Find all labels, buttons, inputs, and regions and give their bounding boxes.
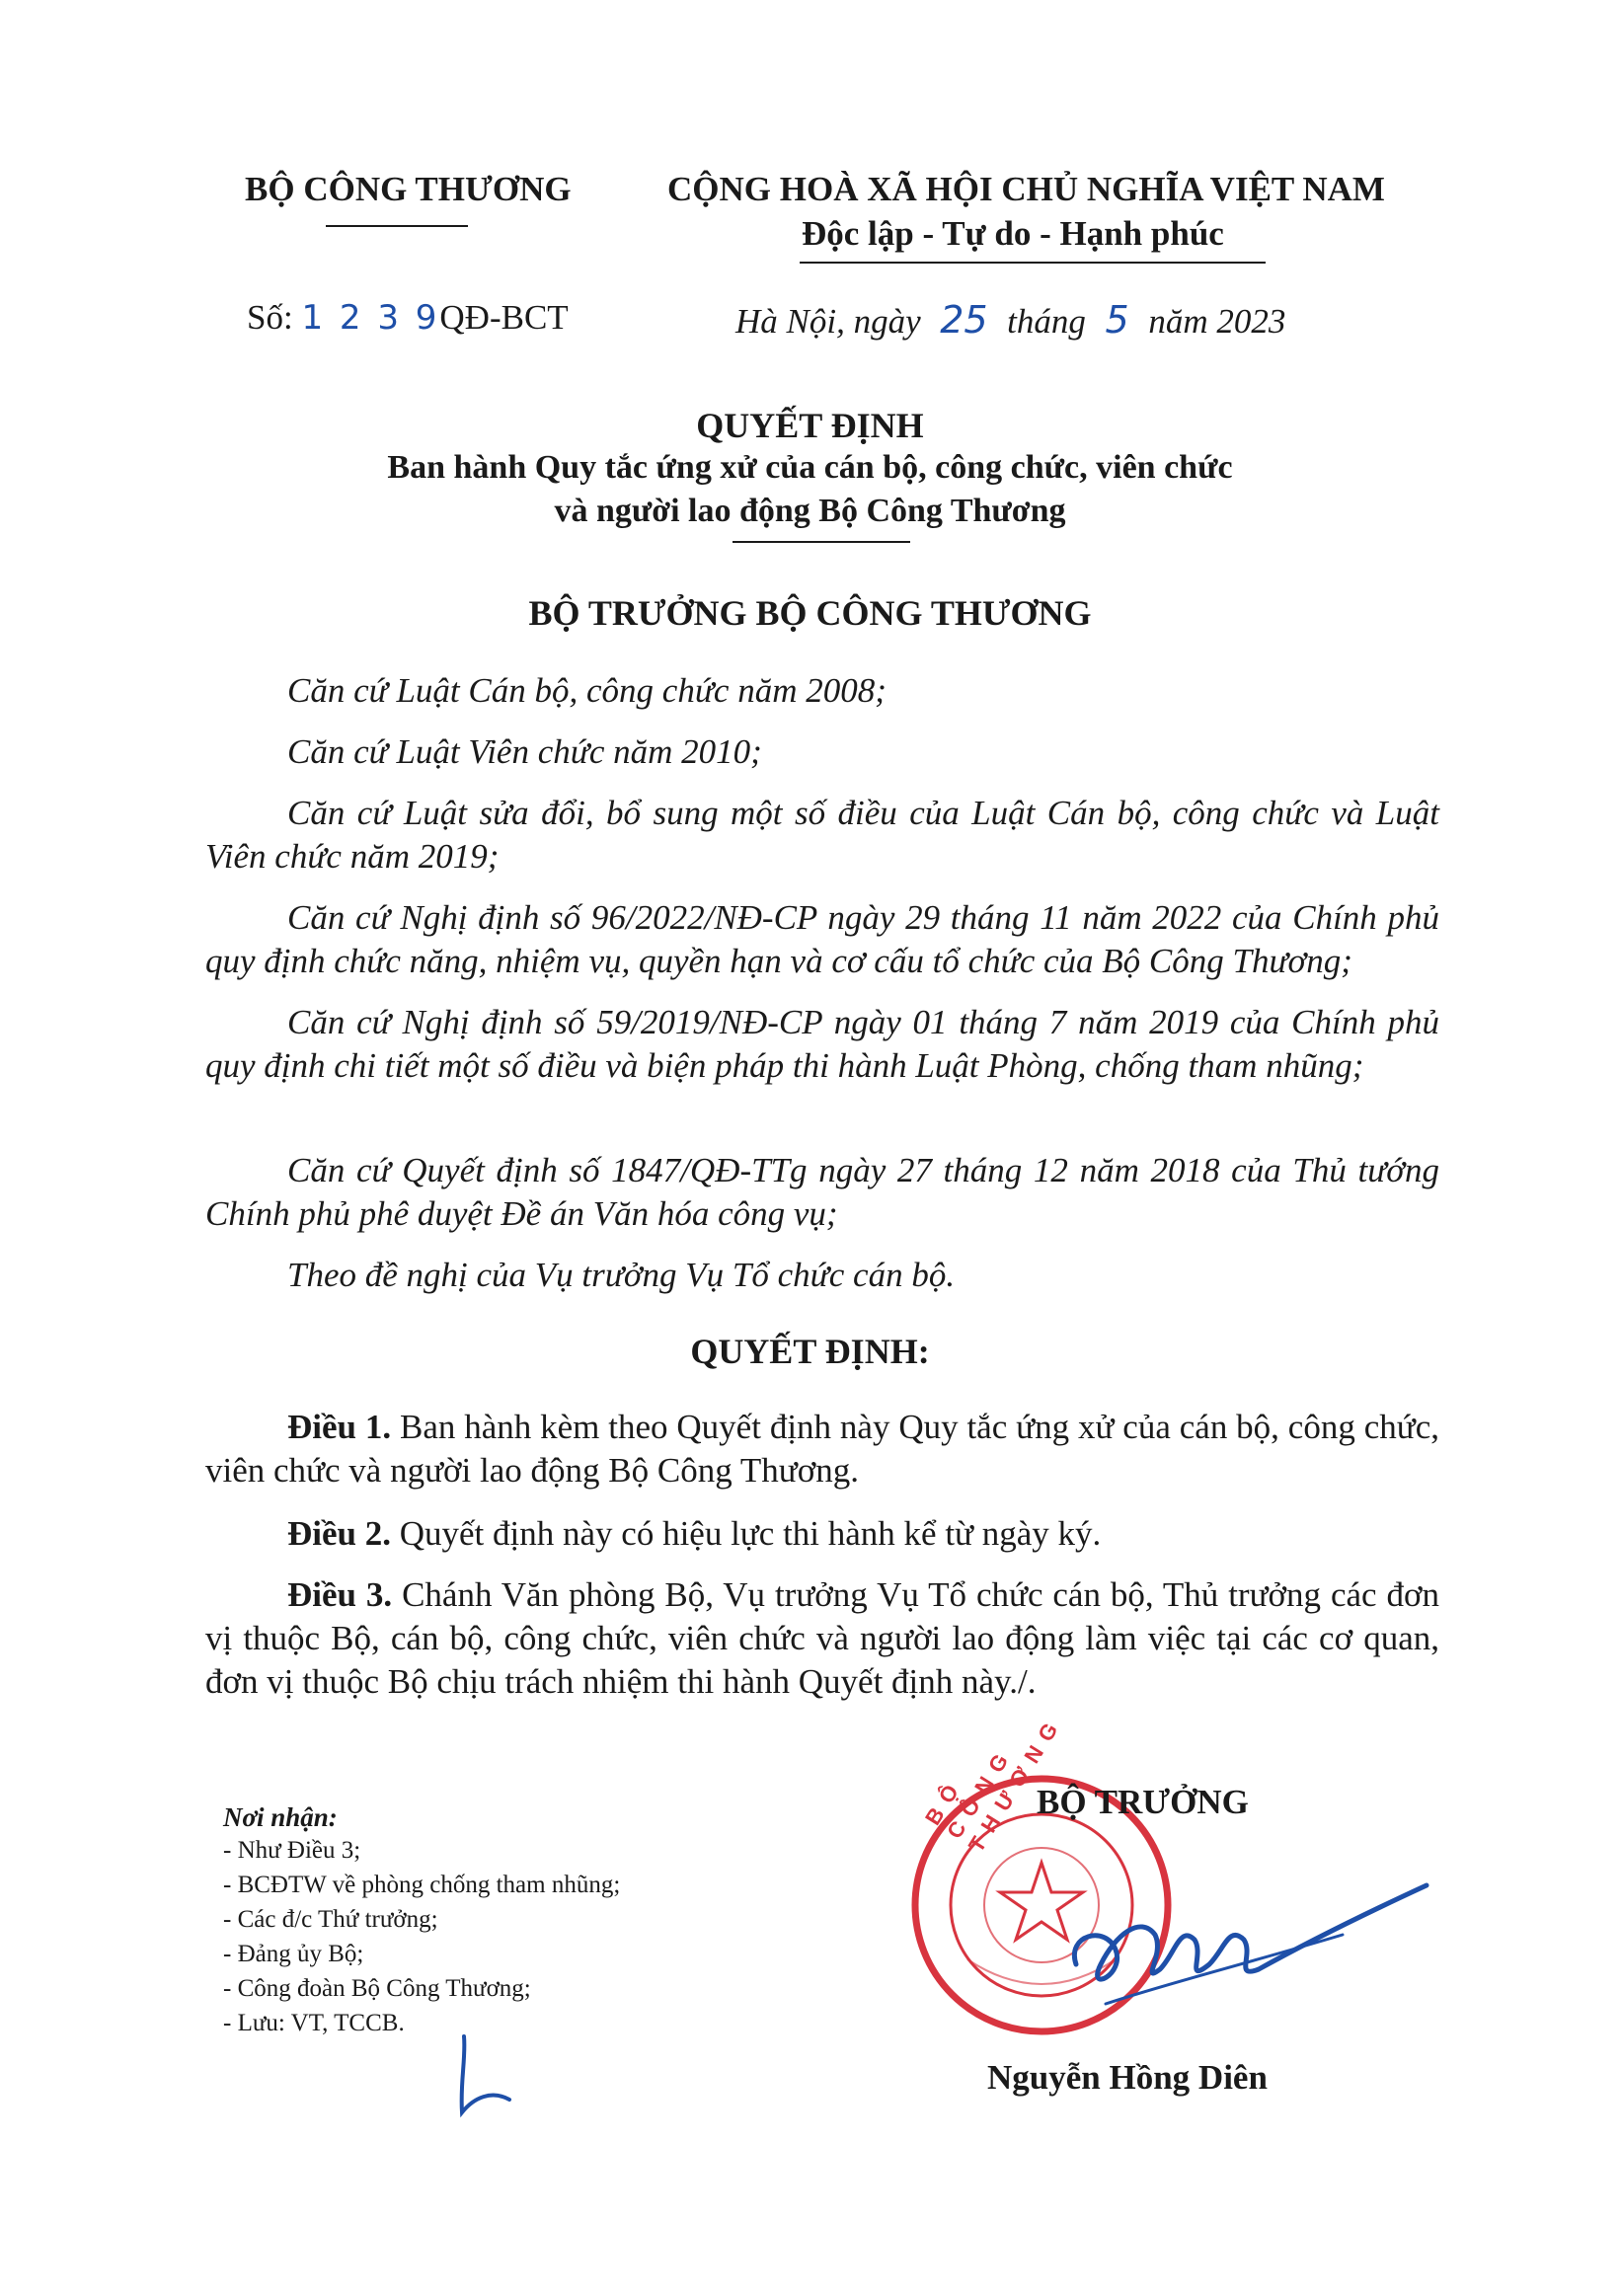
legal-basis-1: Căn cứ Luật Cán bộ, công chức năm 2008;	[287, 671, 887, 710]
handwritten-day: 25	[940, 298, 988, 342]
date-year: năm 2023	[1148, 302, 1286, 341]
article-2-text: Quyết định này có hiệu lực thi hành kể từ ngày ký.	[391, 1514, 1102, 1553]
handwritten-signature-icon	[1046, 1846, 1441, 2043]
ministry-underline	[326, 225, 468, 227]
recipient-item: - Như Điều 3;	[223, 1837, 361, 1864]
republic-name: CỘNG HOÀ XÃ HỘI CHỦ NGHĨA VIỆT NAM	[667, 170, 1385, 208]
article-1-label: Điều 1.	[287, 1408, 392, 1446]
article-2	[205, 1512, 1439, 1556]
signer-name: Nguyễn Hồng Diên	[987, 2058, 1268, 2097]
legal-basis-7: Theo đề nghị của Vụ trưởng Vụ Tổ chức cán bộ.	[287, 1256, 956, 1294]
article-2-label: Điều 2.	[287, 1514, 391, 1553]
article-3-label: Điều 3.	[287, 1575, 393, 1614]
document-subtitle-line1: Ban hành Quy tắc ứng xử của cán bộ, công chức, viên chức	[387, 449, 1233, 486]
legal-basis-4: Căn cứ Nghị định số 96/2022/NĐ-CP ngày 29 tháng 11 năm 2022 của Chính phủ quy định chức năng, nhiệm vụ, quyền hạn và cơ cấu tổ chức của Bộ Công Thương;	[205, 898, 1439, 980]
handwritten-month: 5	[1105, 298, 1129, 342]
date-month-label: tháng	[1007, 302, 1086, 341]
signer-position: BỘ TRƯỞNG	[1037, 1783, 1249, 1821]
motto-underline	[800, 262, 1266, 264]
recipients-title: Nơi nhận:	[223, 1802, 338, 1832]
number-prefix: Số:	[247, 298, 293, 337]
legal-basis-3: Căn cứ Luật sửa đổi, bổ sung một số điều của Luật Cán bộ, công chức và Luật Viên chức năm 2019;	[205, 794, 1439, 876]
document-subtitle-line2: và người lao động Bộ Công Thương	[554, 493, 1066, 529]
recipient-item: - Công đoàn Bộ Công Thương;	[223, 1975, 531, 2002]
date-place: Hà Nội, ngày	[735, 302, 921, 341]
decision-heading: QUYẾT ĐỊNH:	[690, 1332, 930, 1371]
article-3	[205, 1573, 1439, 1704]
legal-basis-2: Căn cứ Luật Viên chức năm 2010;	[287, 732, 762, 771]
article-1-text: Ban hành kèm theo Quyết định này Quy tắc ứng xử của cán bộ, công chức, viên chức và người lao động Bộ Công Thương.	[205, 1408, 1439, 1490]
recipients-block	[223, 1802, 620, 2040]
recipient-item: - BCĐTW về phòng chống tham nhũng;	[223, 1872, 621, 1898]
article-1	[205, 1406, 1439, 1492]
article-3-text: Chánh Văn phòng Bộ, Vụ trưởng Vụ Tổ chức cán bộ, Thủ trưởng các đơn vị thuộc Bộ, cán bộ, công chức, viên chức và người lao động làm việc tại các cơ quan, đơn vị thuộc Bộ chịu trách nhiệm thi hành Quyết định này./.	[205, 1575, 1440, 1701]
title-underline	[733, 541, 910, 543]
stamp-text: BỘ CÔNG THƯƠNG	[920, 1710, 1068, 1857]
recipient-item: - Các đ/c Thứ trưởng;	[223, 1906, 438, 1933]
issuing-authority: BỘ TRƯỞNG BỘ CÔNG THƯƠNG	[528, 593, 1092, 633]
handwritten-number: 1 2 3 9	[301, 298, 440, 338]
legal-basis-5: Căn cứ Nghị định số 59/2019/NĐ-CP ngày 01 tháng 7 năm 2019 của Chính phủ quy định chi tiết một số điều và biện pháp thi hành Luật Phòng, chống tham nhũng;	[205, 1003, 1439, 1085]
national-motto: Độc lập - Tự do - Hạnh phúc	[802, 214, 1224, 253]
document-title: QUYẾT ĐỊNH	[696, 406, 924, 445]
legal-basis-6: Căn cứ Quyết định số 1847/QĐ-TTg ngày 27 tháng 12 năm 2018 của Thủ tướng Chính phủ phê duyệt Đề án Văn hóa công vụ;	[205, 1151, 1439, 1233]
document-number	[247, 298, 569, 338]
number-suffix: QĐ-BCT	[439, 298, 569, 337]
document-date	[735, 298, 1285, 342]
recipient-item: - Đảng ủy Bộ;	[223, 1941, 364, 1967]
recipient-item: - Lưu: VT, TCCB.	[223, 2010, 405, 2036]
ministry-name: BỘ CÔNG THƯƠNG	[245, 170, 572, 208]
initial-mark-icon	[452, 2028, 521, 2127]
